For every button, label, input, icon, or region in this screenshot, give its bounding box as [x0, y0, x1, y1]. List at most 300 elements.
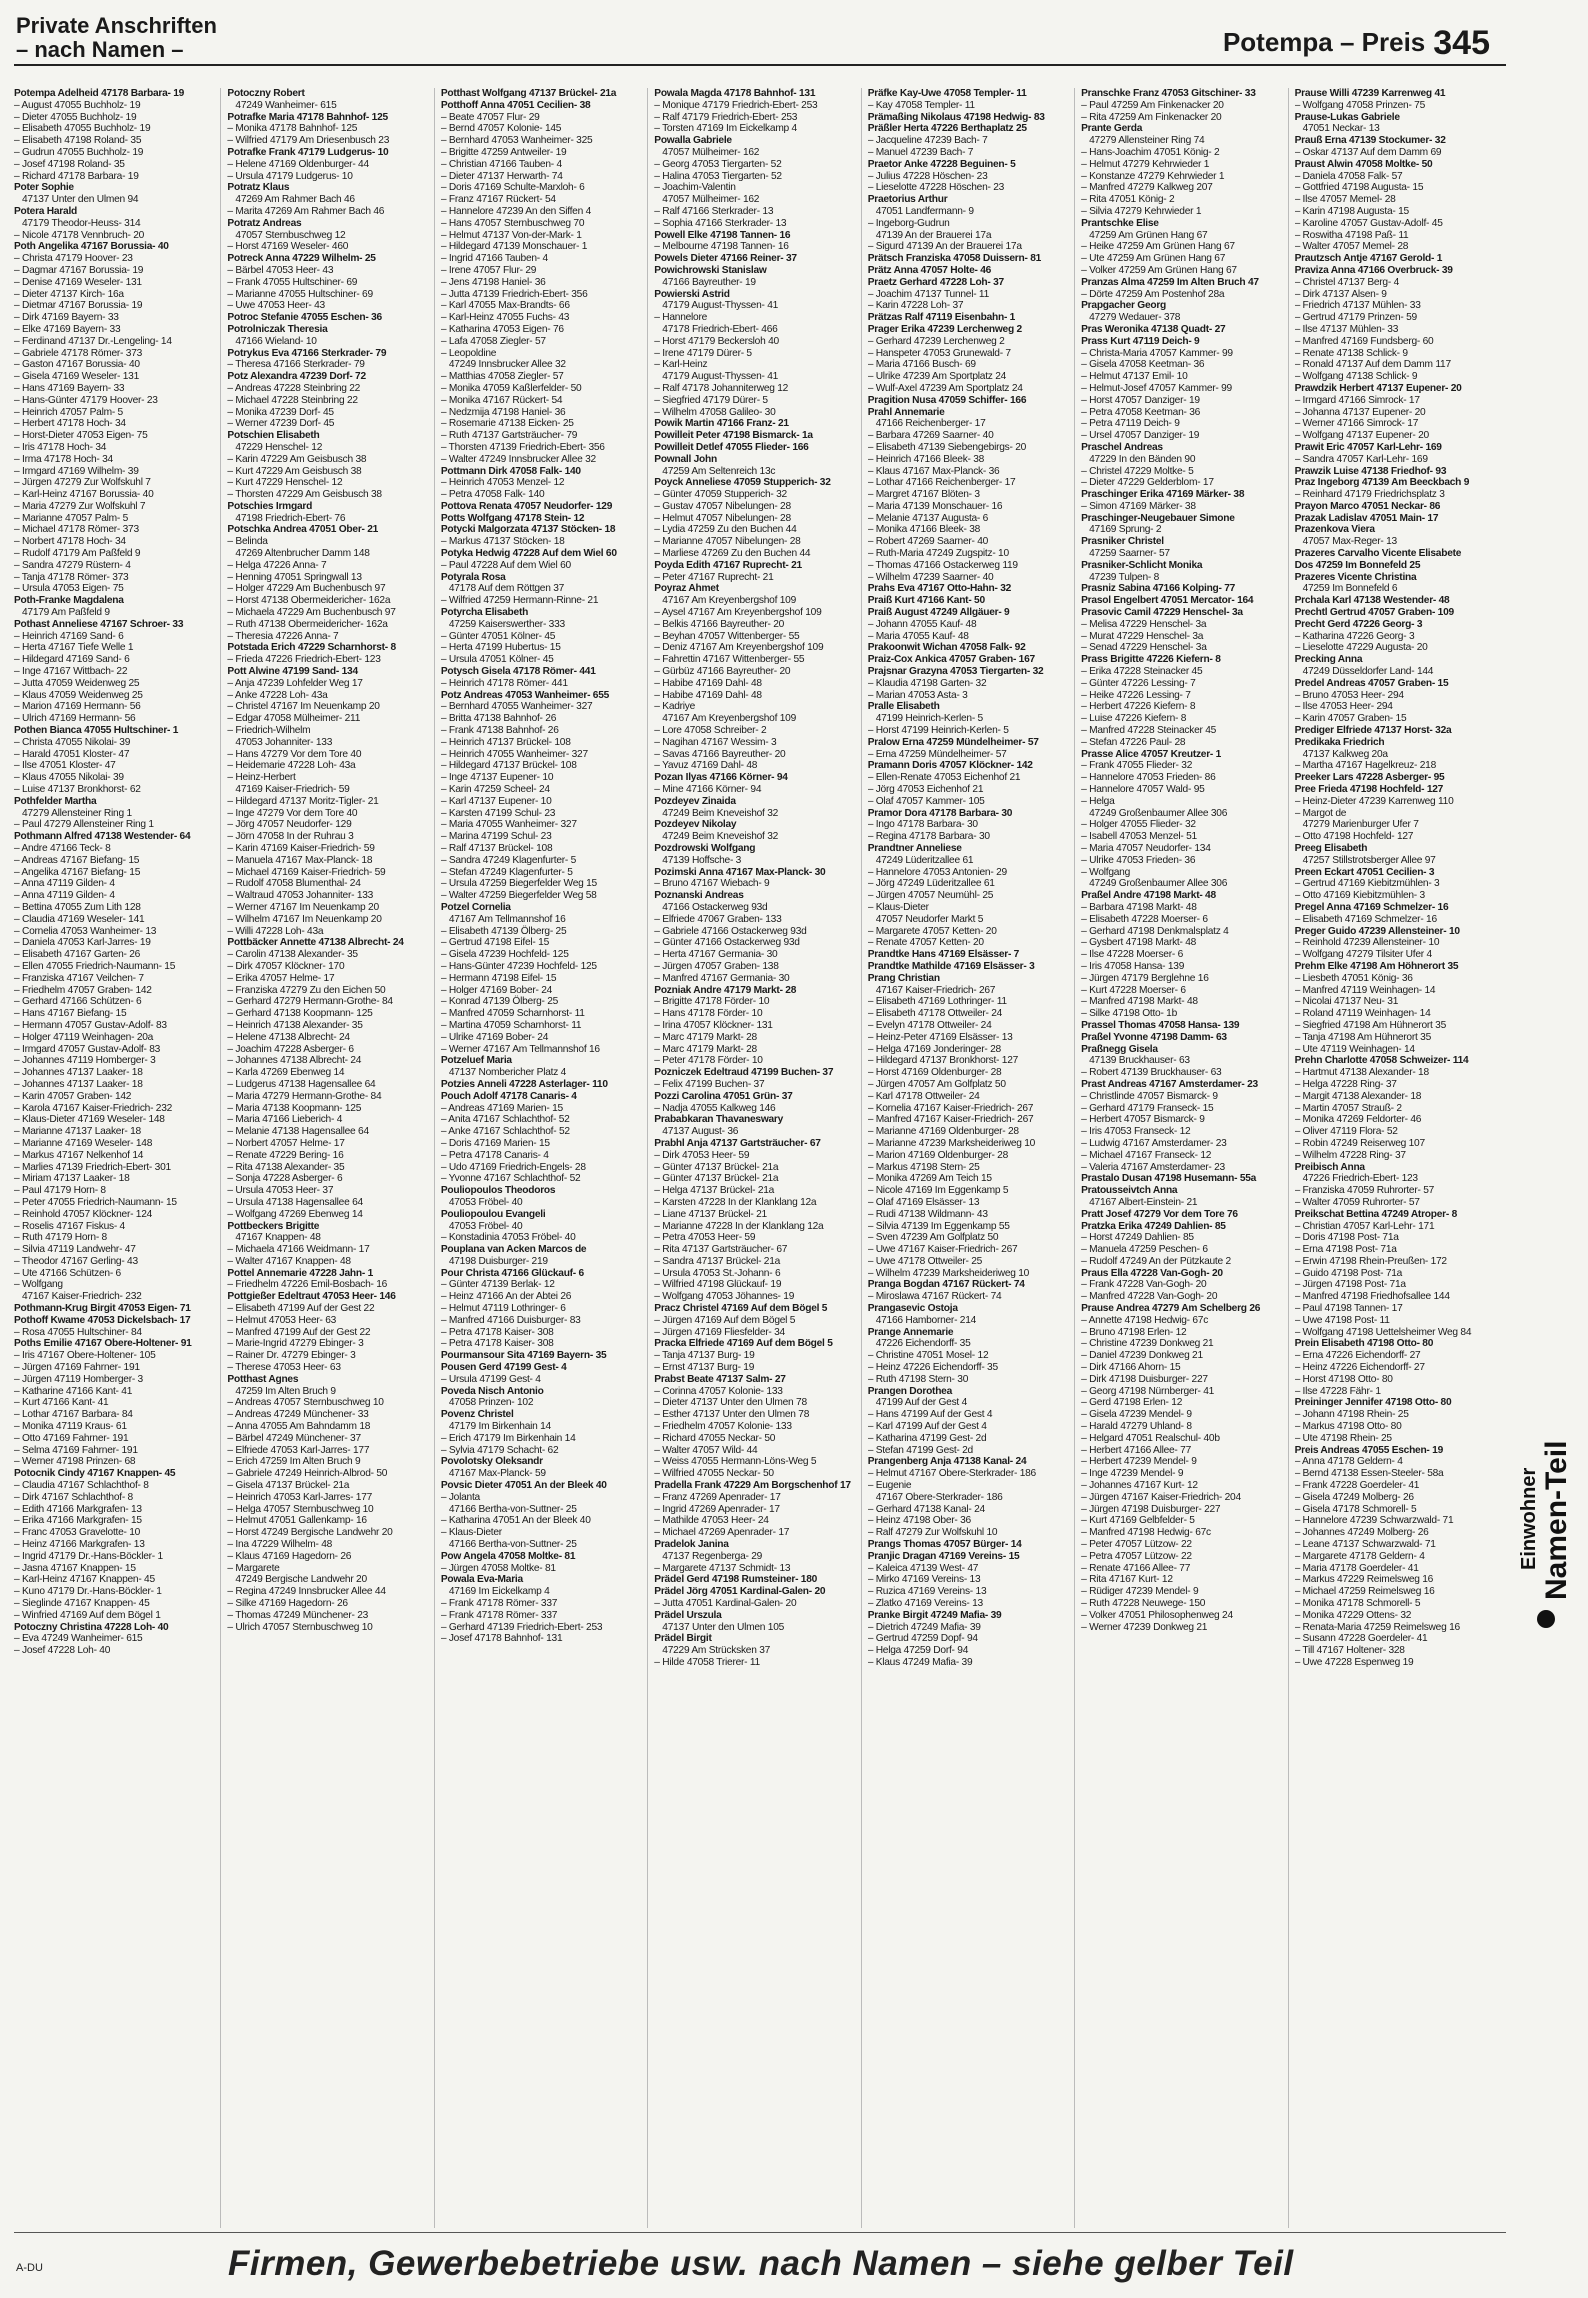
directory-entry: – Irma 47178 Hoch- 34: [14, 453, 113, 465]
directory-entry: Prämaßing Nikolaus 47198 Hedwig- 83: [867, 111, 1045, 123]
footer-code: A-DU: [16, 2262, 43, 2274]
directory-entry: Prasniz Sabina 47166 Kolping- 77: [1081, 583, 1236, 595]
directory-entry: – Ralf 47166 Sterkrader- 13: [654, 205, 774, 217]
directory-entry: – Bärbel 47053 Heer- 43: [227, 264, 334, 276]
directory-entry: – Norbert 47178 Hoch- 34: [14, 536, 126, 548]
directory-entry: – Manfred 47167 Kaiser-Friedrich- 267: [867, 1114, 1034, 1126]
directory-entry: – Helmut 47137 Emil- 10: [1081, 371, 1188, 383]
directory-entry: – Klaus-Dieter: [440, 1527, 502, 1539]
directory-entry: – Olaf 47169 Elsässer- 13: [867, 1196, 980, 1208]
directory-entry: – Regina 47178 Barbara- 30: [867, 831, 990, 843]
directory-entry: Powierski Astrid: [654, 288, 730, 300]
directory-entry: – Yvonne 47167 Schlachthof- 52: [440, 1173, 581, 1185]
directory-entry: – Reinhold 47239 Allensteiner- 10: [1294, 937, 1440, 949]
directory-entry: – Rüdiger 47239 Mendel- 9: [1081, 1586, 1199, 1598]
directory-entry: – Herbert 47057 Bismarck- 9: [1081, 1114, 1205, 1126]
directory-entry: 47259 Am Grünen Hang 67: [1089, 229, 1208, 241]
directory-entry: – Belinda: [227, 536, 268, 548]
directory-entry: – Dietrich 47249 Mafia- 39: [867, 1621, 981, 1633]
directory-entry: 47179 August-Thyssen- 41: [662, 371, 779, 383]
directory-entry: – Thomas 47249 Münchener- 23: [227, 1609, 369, 1621]
directory-entry: – Christel 47229 Moltke- 5: [1081, 465, 1194, 477]
directory-entry: – Mine 47166 Körner- 94: [654, 784, 762, 796]
directory-entry: 47249 Wanheimer- 615: [235, 99, 337, 111]
directory-entry: 47199 Heinrich-Kerlen- 5: [875, 713, 983, 725]
side-tab-label-einwohner: Einwohner: [1518, 1467, 1540, 1570]
directory-entry: – Hildegard 47139 Monschauer- 1: [440, 241, 588, 253]
directory-entry: – Winfried 47169 Auf dem Bögel 1: [14, 1609, 161, 1621]
directory-entry: – Sandra 47279 Rüstern- 4: [14, 559, 131, 571]
directory-entry: – Christine 47239 Donkweg 21: [1081, 1338, 1214, 1350]
directory-entry: Praetorius Arthur: [867, 194, 948, 206]
directory-entry: – Inge 47137 Eupener- 10: [440, 772, 554, 784]
directory-entry: Poth Angelika 47167 Borussia- 40: [14, 241, 169, 253]
directory-entry: – Herta 47199 Hubertus- 15: [440, 642, 561, 654]
directory-entry: – Marian 47053 Asta- 3: [867, 689, 968, 701]
directory-entry: – Wolfgang: [14, 1279, 63, 1291]
directory-entry: – Michael 47259 Reimelsweg 16: [1294, 1586, 1435, 1598]
directory-entry: – Frank 47228 Goerdeler- 41: [1294, 1480, 1420, 1492]
directory-entry: – Andre 47166 Teck- 8: [14, 843, 111, 854]
directory-entry: – Eva 47249 Wanheimer- 615: [14, 1633, 143, 1645]
directory-entry: Prabhl Anja 47137 Gartsträucher- 67: [654, 1137, 821, 1149]
directory-entry: – Elfriede 47067 Graben- 133: [654, 913, 782, 925]
directory-entry: Potz Alexandra 47239 Dorf- 72: [227, 371, 366, 383]
directory-entry: – Hildegard 47137 Brückel- 108: [440, 760, 577, 772]
directory-entry: – Horst 47169 Weseler- 460: [227, 241, 349, 253]
directory-entry: – Hildegard 47137 Moritz-Tigler- 21: [227, 795, 379, 807]
directory-entry: Praschel Andreas: [1081, 441, 1163, 453]
directory-entry: Poths Emilie 47167 Obere-Holtener- 91: [14, 1338, 192, 1350]
directory-entry: 47057 Mülheimer- 162: [662, 194, 760, 206]
directory-entry: Praiß Kurt 47166 Kant- 50: [867, 595, 985, 607]
directory-entry: – Irene 47057 Flur- 29: [440, 264, 537, 276]
directory-entry: – Gürbüz 47166 Bayreuther- 20: [654, 666, 791, 678]
directory-entry: – Helmut 47057 Nibelungen- 28: [654, 512, 791, 524]
directory-entry: – Jürgen 47179 Berglehne 16: [1081, 972, 1209, 984]
directory-entry: – Barbara 47198 Markt- 48: [1081, 901, 1197, 913]
directory-entry: – Kaleica 47139 West- 47: [867, 1562, 979, 1574]
directory-entry: – Cornelia 47053 Wanheimer- 13: [14, 925, 157, 937]
directory-entry: – Paul 47198 Tannen- 17: [1294, 1303, 1403, 1315]
directory-entry: – Monique 47179 Friedrich-Ebert- 253: [654, 99, 818, 111]
directory-entry: – Jörn 47058 In der Ruhrau 3: [227, 831, 354, 843]
directory-entry: Pott Alwine 47199 Sand- 134: [227, 666, 358, 678]
directory-entry: Praus Ella 47228 Van-Gogh- 20: [1081, 1267, 1223, 1279]
directory-entry: – Ingeborg-Gudrun: [867, 217, 950, 229]
directory-entry: – Rita 47167 Kurt- 12: [1081, 1574, 1173, 1586]
directory-entry: Pralow Erna 47259 Mündelheimer- 57: [867, 736, 1039, 748]
directory-entry: 47167 Kaiser-Friedrich- 232: [22, 1291, 142, 1303]
directory-entry: 47198 Friedrich-Ebert- 76: [235, 512, 346, 524]
directory-entry: – Elisabeth 47169 Schmelzer- 16: [1294, 913, 1437, 925]
directory-entry: Pownall John: [654, 453, 717, 465]
directory-entry: – August 47055 Buchholz- 19: [14, 99, 141, 111]
directory-entry: – Jasna 47167 Knappen- 15: [14, 1562, 136, 1574]
directory-entry: – Helene 47169 Oldenburger- 44: [227, 158, 369, 170]
directory-entry: – Therese 47053 Heer- 63: [227, 1362, 341, 1374]
directory-entry: – Heinrich 47057 Palm- 5: [14, 406, 123, 418]
directory-entry: – Monika 47178 Schmorell- 5: [1294, 1598, 1421, 1609]
directory-entry: – Helga 47259 Dorf- 94: [867, 1645, 969, 1657]
directory-entry: – Heike 47259 Am Grünen Hang 67: [1081, 241, 1235, 253]
directory-entry: – Werner 47198 Prinzen- 68: [14, 1456, 136, 1468]
directory-entry: – Elisabeth 47139 Siebengebirgs- 20: [867, 441, 1027, 453]
directory-entry: – Marie-Ingrid 47279 Ebinger- 3: [227, 1338, 364, 1350]
directory-entry: – Horst 47249 Bergische Landwehr 20: [227, 1527, 393, 1539]
directory-entry: – Uwe 47228 Espenweg 19: [1294, 1656, 1414, 1668]
directory-entry: Prchala Karl 47138 Westender- 48: [1294, 595, 1450, 607]
directory-entry: Pracz Christel 47169 Auf dem Bögel 5: [654, 1303, 828, 1315]
directory-entry: – Dirk 47167 Schlachthof- 8: [14, 1491, 133, 1503]
directory-entry: – Werner 47167 Im Neuenkamp 20: [227, 901, 379, 913]
directory-entry: – Karl-Heinz 47167 Borussia- 40: [14, 489, 154, 501]
directory-entry: – Jens 47198 Haniel- 36: [440, 276, 546, 288]
directory-entry: – Gerhard 47198 Denkmalsplatz 4: [1081, 925, 1229, 937]
directory-entry: Potoczny Robert: [227, 88, 305, 99]
directory-entry: Prazeres Vicente Christina: [1294, 571, 1417, 583]
directory-entry: – Walter 47249 Innsbrucker Allee 32: [440, 453, 596, 465]
directory-entry: 47259 Kaiserswerther- 333: [448, 618, 565, 630]
directory-entry: – Walter 47057 Wild- 44: [654, 1444, 758, 1456]
directory-entry: Pottova Renata 47057 Neudorfer- 129: [440, 500, 613, 512]
directory-entry: Potschies Irmgard: [227, 500, 313, 512]
directory-entry: 47226 Friedrich-Ebert- 123: [1302, 1173, 1418, 1185]
directory-entry: – Helmut 47167 Obere-Sterkrader- 186: [867, 1468, 1036, 1480]
directory-entry: – Erna 47259 Mündelheimer- 57: [867, 748, 1007, 760]
directory-entry: Potthast Wolfgang 47137 Brückel- 21a: [440, 88, 617, 99]
directory-entry: – Ruth 47137 Gartsträucher- 79: [440, 430, 578, 442]
directory-entry: – Marliese 47269 Zu den Buchen 44: [654, 548, 811, 560]
directory-entry: – Monika 47269 Am Teich 15: [867, 1173, 992, 1185]
directory-entry: – Ulrike 47169 Bober- 24: [440, 1031, 549, 1043]
directory-entry: Pow Angela 47058 Moltke- 81: [440, 1550, 576, 1562]
directory-entry: 47259 Im Bonnefeld 6: [1302, 583, 1398, 595]
directory-entry: – Karoline 47057 Gustav-Adolf- 45: [1294, 217, 1443, 229]
directory-entry: – Julius 47228 Höschen- 23: [867, 170, 988, 182]
directory-entry: 47269 Am Rahmer Bach 46: [235, 194, 355, 206]
directory-entry: Powilleit Peter 47198 Bismarck- 1a: [654, 430, 813, 442]
directory-entry: – Johann 47198 Rhein- 25: [1294, 1409, 1409, 1421]
directory-entry: – Ruth-Maria 47249 Zugspitz- 10: [867, 548, 1009, 560]
directory-entry: – Hans 47167 Biefang- 15: [14, 1008, 127, 1020]
directory-entry: – Ursula 47053 Eigen- 75: [14, 583, 124, 595]
directory-entry: – Franz 47269 Apenrader- 17: [654, 1491, 781, 1503]
directory-entry: 47229 In den Bänden 90: [1089, 453, 1196, 465]
directory-entry: – Katharina 47051 An der Bleek 40: [440, 1515, 591, 1527]
directory-entry: – Sandra 47137 Brückel- 21a: [654, 1255, 781, 1267]
bullet-icon: [1537, 1610, 1555, 1628]
directory-entry: Prädel Birgit: [654, 1633, 712, 1645]
directory-entry: – Tanja 47178 Römer- 373: [14, 571, 129, 583]
directory-entry: – Petra 47058 Keetman- 36: [1081, 406, 1201, 418]
directory-entry: Potyka Hedwig 47228 Auf dem Wiel 60: [440, 548, 617, 560]
directory-entry: – Hartmut 47138 Alexander- 18: [1294, 1067, 1429, 1079]
directory-entry: Pozdeyev Nikolay: [654, 819, 737, 831]
directory-entry: – Horst 47179 Beckersloh 40: [654, 335, 779, 347]
directory-entry: – Roland 47119 Weinhagen- 14: [1294, 1008, 1431, 1020]
directory-entry: – Georg 47198 Nürnberger- 41: [1081, 1385, 1215, 1397]
directory-entry: – Manfred 47228 Van-Gogh- 20: [1081, 1291, 1218, 1303]
directory-entry: – Jürgen 47058 Moltke- 81: [440, 1562, 556, 1574]
directory-entry: Prangenberg Anja 47138 Kanal- 24: [867, 1456, 1027, 1468]
directory-entry: Prang Christian: [867, 972, 940, 984]
directory-entry: – Rosa 47055 Hultschiner- 84: [14, 1326, 142, 1338]
directory-entry: – Silvia 47119 Landwehr- 47: [14, 1244, 136, 1256]
directory-entry: – Hannelore 47053 Frieden- 86: [1081, 772, 1216, 784]
directory-entry: 47169 Im Eickelkamp 4: [448, 1586, 550, 1598]
directory-entry: Powichrowski Stanislaw: [654, 264, 767, 276]
directory-entry: – Hermann 47198 Eifel- 15: [440, 972, 557, 984]
directory-entry: Pralle Elisabeth: [867, 701, 940, 713]
directory-entry: Pranschke Franz 47053 Gitschiner- 33: [1081, 88, 1256, 99]
directory-entry: – Eugenie: [867, 1480, 912, 1492]
directory-entry: – Wilhelm 47167 Im Neuenkamp 20: [227, 913, 382, 925]
directory-entry: 47198 Duisburger- 219: [448, 1255, 548, 1267]
directory-entry: 47139 Hoffsche- 3: [662, 854, 742, 866]
directory-entry: – Paul 47279 Allensteiner Ring 1: [14, 819, 154, 831]
directory-entry: 47249 Beim Kneveishof 32: [662, 831, 779, 843]
directory-entry: 47167 Kaiser-Friedrich- 267: [875, 984, 996, 996]
directory-entry: – Karola 47167 Kaiser-Friedrich- 232: [14, 1102, 173, 1114]
directory-entry: – Anke 47228 Loh- 43a: [227, 689, 328, 701]
directory-entry: – Ulrich 47057 Sternbuschweg 10: [227, 1621, 373, 1633]
directory-entry: 47249 Beim Kneveishof 32: [662, 807, 779, 819]
directory-entry: Pour Christa 47166 Glückauf- 6: [440, 1267, 584, 1279]
directory-entry: – Mirko 47169 Vereins- 13: [867, 1574, 981, 1586]
directory-entry: – Wolfgang 47198 Uettelsheimer Weg 84: [1294, 1326, 1472, 1338]
directory-entry: – Horst 47138 Obermeidericher- 162a: [227, 595, 391, 607]
directory-entry: – Heinrich 47053 Karl-Jarres- 177: [227, 1491, 373, 1503]
directory-entry: – Gaston 47167 Borussia- 40: [14, 359, 140, 371]
directory-entry: – Sven 47239 Am Golfplatz 50: [867, 1232, 999, 1244]
directory-entry: – Ilse 47228 Moerser- 6: [1081, 949, 1183, 961]
directory-entry: – Andreas 47057 Sternbuschweg 10: [227, 1397, 384, 1409]
directory-entry: – Johannes 47119 Homberger- 3: [14, 1055, 156, 1067]
directory-entry: – Erika 47228 Steinacker 45: [1081, 666, 1203, 678]
directory-entry: – Silvia 47279 Kehrwieder 1: [1081, 205, 1202, 217]
directory-entry: – Ulrich 47169 Hermann- 56: [14, 713, 136, 725]
directory-entry: – Marion 47169 Hermann- 56: [14, 701, 141, 713]
directory-entry: – Gisela 47239 Mendel- 9: [1081, 1409, 1192, 1421]
directory-entry: – Daniela 47053 Karl-Jarres- 19: [14, 937, 151, 949]
directory-entry: – Matthias 47058 Ziegler- 57: [440, 371, 564, 383]
directory-entry: – Uwe 47198 Post- 11: [1294, 1314, 1390, 1326]
directory-entry: – Uwe 47178 Ottweiler- 25: [867, 1255, 983, 1267]
directory-entry: – Lothar 47166 Reichenberger- 17: [867, 477, 1016, 489]
directory-entry: – Manfred 47198 Friedhofsallee 144: [1294, 1291, 1450, 1303]
directory-entry: 47166 Ostackerweg 93d: [662, 901, 768, 913]
directory-entry: – Gisela 47249 Molberg- 26: [1294, 1491, 1414, 1503]
directory-entry: – Hildegard 47137 Bronkhorst- 127: [867, 1055, 1019, 1067]
directory-entry: – Gabriele 47178 Römer- 373: [14, 347, 143, 359]
directory-entry: Prasse Alice 47057 Kreutzer- 1: [1081, 748, 1222, 760]
directory-entry: 47167 Am Kreyenbergshof 109: [662, 713, 796, 725]
directory-entry: 47167 Max-Planck- 59: [448, 1468, 546, 1480]
directory-entry: Pregel Anna 47169 Schmelzer- 16: [1294, 901, 1449, 913]
directory-entry: – Maria 47057 Neudorfer- 134: [1081, 843, 1211, 854]
directory-entry: Potrafke Maria 47178 Bahnhof- 125: [227, 111, 388, 123]
directory-entry: – Lore 47058 Schreiber- 2: [654, 725, 767, 737]
directory-entry: – Werner 47166 Simrock- 17: [1294, 418, 1419, 430]
directory-entry: – Gerhard 47139 Friedrich-Ebert- 253: [440, 1621, 603, 1633]
directory-entry: Pothoff Kwame 47053 Dickelsbach- 17: [14, 1314, 191, 1326]
directory-entry: – Nedzmija 47198 Haniel- 36: [440, 406, 566, 418]
directory-entry: – Petra 47058 Falk- 140: [440, 489, 545, 501]
directory-entry: 47259 Saarner- 57: [1089, 548, 1170, 560]
directory-entry: – Sylvia 47179 Schacht- 62: [440, 1444, 559, 1456]
directory-entry: – Manfred 47059 Scharnhorst- 11: [440, 1008, 585, 1020]
directory-entry: Praiz-Cox Ankica 47057 Graben- 167: [867, 654, 1035, 666]
directory-entry: – Friedhelm 47226 Emil-Bosbach- 16: [227, 1279, 388, 1291]
directory-entry: – Josef 47178 Bahnhof- 131: [440, 1633, 563, 1645]
directory-entry: – Petra 47119 Deich- 9: [1081, 418, 1180, 430]
directory-entry: – Stefan 47226 Paul- 28: [1081, 736, 1186, 748]
directory-entry: – Jutta 47139 Friedrich-Ebert- 356: [440, 288, 588, 300]
directory-entry: – Karin 47259 Scheel- 24: [440, 784, 550, 796]
directory-entry: – Valeria 47167 Amsterdamer- 23: [1081, 1161, 1225, 1173]
directory-entry: – Günter 47139 Berlak- 12: [440, 1279, 555, 1291]
directory-entry: – Heinz 47166 Markgrafen- 13: [14, 1539, 145, 1551]
directory-entry: – Oliver 47119 Flora- 52: [1294, 1126, 1398, 1138]
directory-entry: – Uwe 47053 Heer- 43: [227, 300, 325, 312]
directory-entry: – Jörg 47249 Lüderitzallee 61: [867, 878, 995, 890]
directory-entry: Potoczny Christina 47228 Loh- 40: [14, 1621, 169, 1633]
directory-entry: Preeg Elisabeth: [1294, 843, 1368, 854]
directory-entry: Prangs Thomas 47057 Bürger- 14: [867, 1539, 1022, 1551]
directory-entry: – Marlies 47139 Friedrich-Ebert- 301: [14, 1161, 171, 1173]
directory-entry: Prause-Lukas Gabriele: [1294, 111, 1400, 123]
directory-entry: – Günter 47059 Stupperich- 32: [654, 489, 787, 501]
directory-entry: Pothast Anneliese 47167 Schroer- 33: [14, 618, 184, 630]
directory-entry: – Marianne 47228 In der Klanklang 12a: [654, 1220, 824, 1232]
directory-entry: – Maria 47138 Koopmann- 125: [227, 1102, 362, 1114]
directory-entry: – Siegfried 47179 Dürer- 5: [654, 394, 768, 406]
directory-entry: 47259 Im Alten Bruch 9: [235, 1385, 336, 1397]
directory-entry: – Norbert 47057 Helme- 17: [227, 1137, 345, 1149]
directory-column-1: [14, 88, 221, 2228]
directory-entry: – Sandra 47249 Klagenfurter- 5: [440, 854, 577, 866]
directory-entry: Pouliopoulos Theodoros: [440, 1185, 556, 1197]
directory-entry: Prast Andreas 47167 Amsterdamer- 23: [1081, 1078, 1258, 1090]
directory-entry: – Ralf 47179 Friedrich-Ebert- 253: [654, 111, 798, 123]
directory-entry: – Friedrich-Wilhelm: [227, 725, 311, 737]
directory-entry: – Luise 47226 Kiefern- 8: [1081, 713, 1187, 725]
directory-entry: – Rudolf 47058 Blumenthal- 24: [227, 878, 361, 890]
directory-entry: – Jürgen 47119 Homberger- 3: [14, 1373, 143, 1385]
directory-entry: – Herta 47167 Germania- 30: [654, 949, 778, 961]
directory-entry: – Klaus-Dieter: [867, 901, 929, 913]
directory-entry: Pranjic Dragan 47169 Vereins- 15: [867, 1550, 1020, 1562]
directory-entry: – Peter 47178 Förder- 10: [654, 1055, 763, 1067]
directory-entry: 47139 An der Brauerei 17a: [875, 229, 992, 241]
directory-entry: – Ellen 47055 Friedrich-Naumann- 15: [14, 960, 176, 972]
directory-entry: – Bernd 47057 Kolonie- 145: [440, 123, 562, 135]
directory-entry: – Frank 47055 Flieder- 32: [1081, 760, 1193, 772]
directory-entry: Poveda Nisch Antonio: [440, 1385, 544, 1397]
directory-entry: – Martha 47167 Hagelkreuz- 218: [1294, 760, 1437, 772]
directory-entry: Potthoff Anna 47051 Cecilien- 38: [440, 99, 591, 111]
directory-entry: – Josef 47228 Loh- 40: [14, 1645, 111, 1657]
directory-entry: – Ute 47198 Rhein- 25: [1294, 1432, 1392, 1444]
directory-entry: Potrykus Eva 47166 Sterkrader- 79: [227, 347, 387, 359]
directory-entry: – Bärbel 47249 Münchener- 37: [227, 1432, 361, 1444]
directory-entry: – Konrad 47139 Ölberg- 25: [440, 996, 559, 1008]
directory-entry: – Friedhelm 47057 Graben- 142: [14, 984, 152, 996]
directory-entry: 47051 Neckar- 13: [1302, 123, 1380, 135]
directory-entry: – Jürgen 47169 Fahrner- 191: [14, 1362, 140, 1374]
directory-entry: Pradelok Janina: [654, 1539, 729, 1551]
directory-entry: – Theresa 47166 Sterkrader- 79: [227, 359, 365, 371]
directory-entry: – Hanspeter 47053 Grunewald- 7: [867, 347, 1011, 359]
directory-entry: Prange Annemarie: [867, 1326, 954, 1338]
directory-entry: Pothmann Alfred 47138 Westender- 64: [14, 831, 191, 843]
directory-entry: Pragition Nusa 47059 Schiffer- 166: [867, 394, 1027, 406]
directory-entry: Pozan Ilyas 47166 Körner- 94: [654, 772, 788, 784]
directory-entry: 47169 Kaiser-Friedrich- 59: [235, 784, 350, 796]
directory-entry: – Harald 47051 Kloster- 47: [14, 748, 130, 760]
directory-entry: – Wolfgang 47269 Ebenweg 14: [227, 1208, 363, 1220]
directory-entry: – Karin 47229 Am Geisbusch 38: [227, 453, 367, 465]
directory-entry: – Marianne 47137 Laaker- 18: [14, 1126, 141, 1138]
directory-entry: – Joachim-Valentin: [654, 182, 736, 194]
directory-entry: Präßler Herta 47226 Berthaplatz 25: [867, 123, 1027, 135]
directory-entry: 47229 Henschel- 12: [235, 441, 323, 453]
directory-entry: – Zlatko 47169 Vereins- 13: [867, 1598, 983, 1609]
directory-entry: – Melanie 47138 Hagensallee 64: [227, 1126, 369, 1138]
directory-entry: – Ursula 47138 Hagensallee 64: [227, 1196, 363, 1208]
directory-entry: – Leane 47137 Schwarzwald- 71: [1294, 1539, 1436, 1551]
directory-entry: – Kay 47058 Templer- 11: [867, 99, 975, 111]
directory-entry: – Wolfgang 47138 Schlick- 9: [1294, 371, 1418, 383]
directory-entry: Poyda Edith 47167 Ruprecht- 21: [654, 559, 802, 571]
directory-entry: – Wilfried 47259 Hermann-Rinne- 21: [440, 595, 599, 607]
directory-entry: – Anke 47167 Schlachthof- 52: [440, 1126, 570, 1138]
directory-entry: Potrafke Frank 47179 Ludgerus- 10: [227, 146, 389, 158]
directory-entry: – Doris 47169 Schulte-Marxloh- 6: [440, 182, 585, 194]
directory-entry: – Wolfgang: [1081, 866, 1130, 878]
directory-entry: – Heinrich 47055 Wanheimer- 327: [440, 748, 588, 760]
directory-entry: – Bettina 47055 Zum Lith 128: [14, 901, 141, 913]
directory-entry: – Lieselotte 47229 Augusta- 20: [1294, 642, 1428, 654]
section-title: Private Anschriften: [16, 13, 217, 38]
directory-entry: – Gisela 47239 Hochfeld- 125: [440, 949, 569, 961]
directory-entry: – Joachim 47228 Asberger- 6: [227, 1043, 354, 1055]
directory-entry: – Gerhard 47279 Hermann-Grothe- 84: [227, 996, 393, 1008]
directory-entry: – Wolfgang 47053 Jöhannes- 19: [654, 1291, 795, 1303]
directory-entry: – Hans-Günter 47239 Hochfeld- 125: [440, 960, 597, 972]
directory-entry: – Brigitte 47259 Antweiler- 19: [440, 146, 567, 158]
directory-entry: 47166 Bertha-von-Suttner- 25: [448, 1539, 577, 1551]
directory-entry: – Heinz 47166 An der Abtei 26: [440, 1291, 572, 1303]
directory-entry: – Wilfried 47055 Neckar- 50: [654, 1468, 774, 1480]
directory-entry: – Manfred 47119 Weinhagen- 14: [1294, 984, 1436, 996]
directory-entry: Prababkaran Thavaneswary: [654, 1114, 784, 1126]
directory-entry: – Heinz-Peter 47169 Elsässer- 13: [867, 1031, 1013, 1043]
directory-entry: – Franc 47053 Gravelotte- 10: [14, 1527, 141, 1539]
directory-entry: – Rita 47051 König- 2: [1081, 194, 1175, 206]
directory-entry: Preininger Jennifer 47198 Otto- 80: [1294, 1397, 1452, 1409]
directory-entry: – Helene 47138 Albrecht- 24: [227, 1031, 350, 1043]
directory-entry: – Heinz 47198 Ober- 36: [867, 1515, 971, 1527]
directory-entry: – Manuela 47259 Peschen- 6: [1081, 1244, 1208, 1256]
directory-entry: – Kurt 47229 Am Geisbusch 38: [227, 465, 362, 477]
directory-entry: – Manfred 47169 Fundsberg- 60: [1294, 335, 1434, 347]
directory-entry: – Irmgard 47169 Wilhelm- 39: [14, 465, 139, 477]
directory-entry: – Kadriye: [654, 701, 696, 713]
directory-entry: – Maria 47139 Monschauer- 16: [867, 500, 1003, 512]
directory-column-7: [1295, 88, 1502, 2228]
